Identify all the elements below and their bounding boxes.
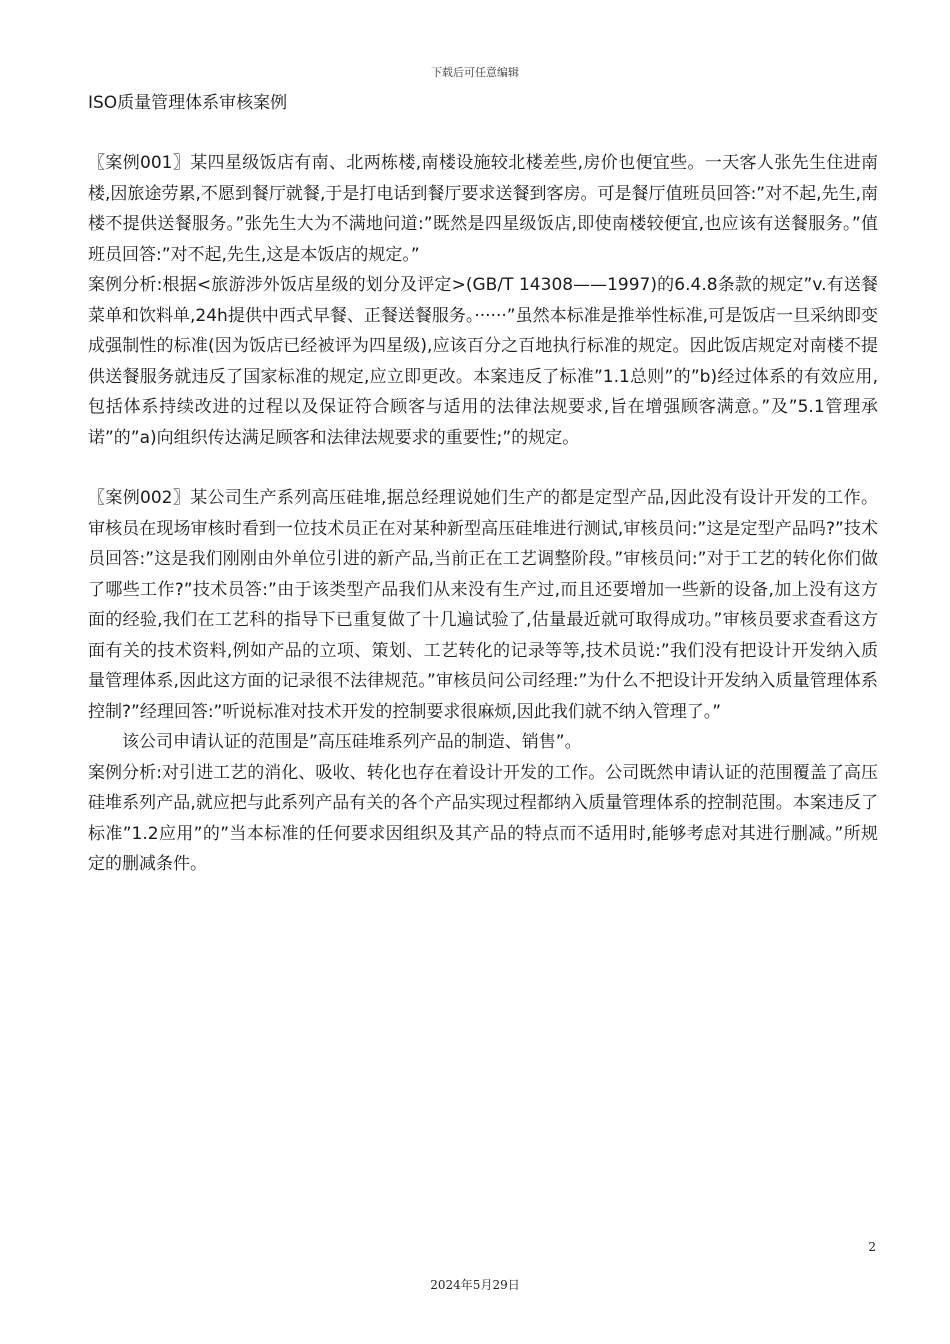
case-002-analysis: 案例分析:对引进工艺的消化、吸收、转化也存在着设计开发的工作。公司既然申请认证的范围覆盖了高压硅堆系列产品,就应把与此系列产品有关的各个产品实现过程都纳入质量管理体系的控制范围。本案违反了标准”1.2应用”的”当本标准的任何要求因组织及其产品的特点而不适用时,能够考虑对其进行删减。”所规定的删减条件。 (88, 762, 878, 874)
case-001 (88, 148, 878, 453)
case-001-analysis: 案例分析:根据<旅游涉外饭店星级的划分及评定>(GB/T 14308——1997)的6.4.8条款的规定”v.有送餐菜单和饮料单,24h提供中西式早餐、正餐送餐服务。······”虽然本标准是推举性标准,可是饭店一旦采纳即变成强制性的标准(因为饭店已经被评为四星级),应该百分之百地执行标准的规定。因此饭店规定对南楼不提供送餐服务就违反了国家标准的规定,应立即更改。本案违反了标准”1.1总则”的”b)经过体系的有效应用,包括体系持续改进的过程以及保证符合顾客与适用的法律法规要求,旨在增强顾客满意。”及”5.1管理承诺”的”a)向组织传达满足顾客和法律法规要求的重要性;”的规定。 (88, 275, 878, 448)
page-footer-date: 2024年5月29日 (430, 1278, 520, 1292)
case-002 (88, 483, 878, 880)
section-spacer (88, 453, 878, 483)
case-002-scope: 该公司申请认证的范围是”高压硅堆系列产品的制造、销售”。 (122, 732, 582, 752)
case-002-description: 〖案例002〗某公司生产系列高压硅堆,据总经理说她们生产的都是定型产品,因此没有设计开发的工作。审核员在现场审核时看到一位技术员正在对某种新型高压硅堆进行测试,审核员问:”这是定型产品吗?”技术员回答:”这是我们刚刚由外单位引进的新产品,当前正在工艺调整阶段。”审核员问:”对于工艺的转化你们做了哪些工作?”技术员答:”由于该类型产品我们从来没有生产过,而且还要增加一些新的设备,加上没有这方面的经验,我们在工艺科的指导下已重复做了十几遍试验了,估量最近就可取得成功。”审核员要求查看这方面有关的技术资料,例如产品的立项、策划、工艺转化的记录等等,技术员说:”我们没有把设计开发纳入质量管理体系,因此这方面的记录很不法律规范。”审核员问公司经理:”为什么不把设计开发纳入质量管理体系控制?”经理回答:”听说标准对技术开发的控制要求很麻烦,因此我们就不纳入管理了。” (88, 488, 878, 722)
page-number: 2 (868, 1240, 876, 1254)
case-001-description: 〖案例001〗某四星级饭店有南、北两栋楼,南楼设施较北楼差些,房价也便宜些。一天客人张先生住进南楼,因旅途劳累,不愿到餐厅就餐,于是打电话到餐厅要求送餐到客房。可是餐厅值班员回答:”对不起,先生,南楼不提供送餐服务。”张先生大为不满地问道:”既然是四星级饭店,即使南楼较便宜,也应该有送餐服务。”值班员回答:”对不起,先生,这是本饭店的规定。” (88, 153, 878, 265)
document-body (88, 88, 878, 880)
page-header: 下载后可任意编辑 (431, 66, 519, 79)
document-title: ISO质量管理体系审核案例 (88, 93, 288, 113)
